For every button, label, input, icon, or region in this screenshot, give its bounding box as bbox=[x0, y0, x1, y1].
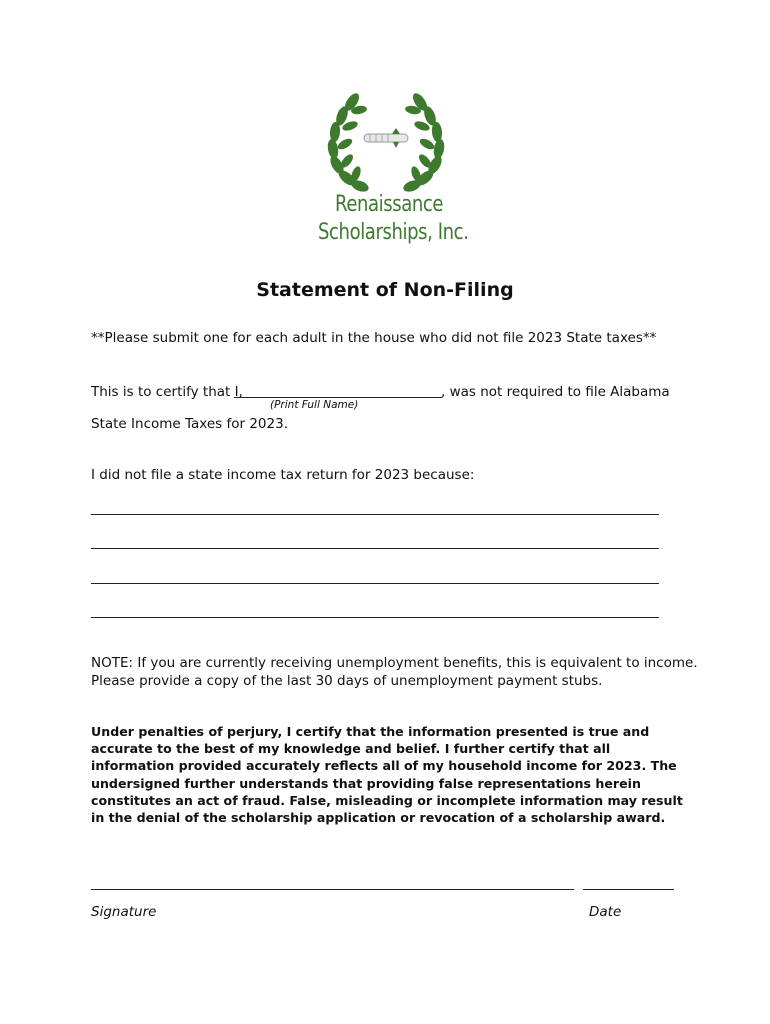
perjury-line: constitutes an act of fraud. False, misleading or incomplete information may result bbox=[91, 792, 683, 808]
logo-text-line2: Scholarships, Inc. bbox=[318, 220, 469, 245]
perjury-statement bbox=[91, 723, 681, 826]
certify-suffix: , was not required to file Alabama bbox=[441, 384, 670, 400]
logo-text-line1: Renaissance bbox=[335, 192, 444, 217]
reason-line-4[interactable] bbox=[91, 617, 659, 618]
diploma-scroll-icon bbox=[364, 128, 408, 148]
date-field[interactable] bbox=[583, 889, 674, 890]
document-title: Statement of Non-Filing bbox=[256, 279, 514, 301]
instruction-text: **Please submit one for each adult in the house who did not file 2023 State taxes** bbox=[91, 330, 657, 346]
reason-line-1[interactable] bbox=[91, 514, 659, 515]
date-label: Date bbox=[589, 904, 622, 920]
certify-prefix: This is to certify that I, bbox=[91, 384, 243, 400]
reason-line-2[interactable] bbox=[91, 548, 659, 549]
signature-field[interactable] bbox=[91, 889, 574, 890]
name-caption: (Print Full Name) bbox=[270, 399, 359, 411]
certify-line2: State Income Taxes for 2023. bbox=[91, 416, 288, 432]
perjury-line: information provided accurately reflects all of my household income for 2023. The bbox=[91, 758, 677, 774]
note-line-1: NOTE: If you are currently receiving unemployment benefits, this is equivalent to income. bbox=[91, 655, 698, 671]
note-line-2: Please provide a copy of the last 30 days of unemployment payment stubs. bbox=[91, 673, 603, 689]
perjury-line: Under penalties of perjury, I certify that the information presented is true and bbox=[91, 724, 650, 739]
signature-label: Signature bbox=[91, 904, 157, 920]
perjury-line: undersigned further understands that providing false representations herein bbox=[91, 775, 641, 791]
reason-line-3[interactable] bbox=[91, 583, 659, 584]
reason-prompt: I did not file a state income tax return for 2023 because: bbox=[91, 467, 475, 483]
full-name-field[interactable] bbox=[234, 397, 442, 398]
perjury-line: in the denial of the scholarship application or revocation of a scholarship award. bbox=[91, 810, 666, 826]
perjury-line: accurate to the best of my knowledge and belief. I further certify that all bbox=[91, 741, 611, 757]
